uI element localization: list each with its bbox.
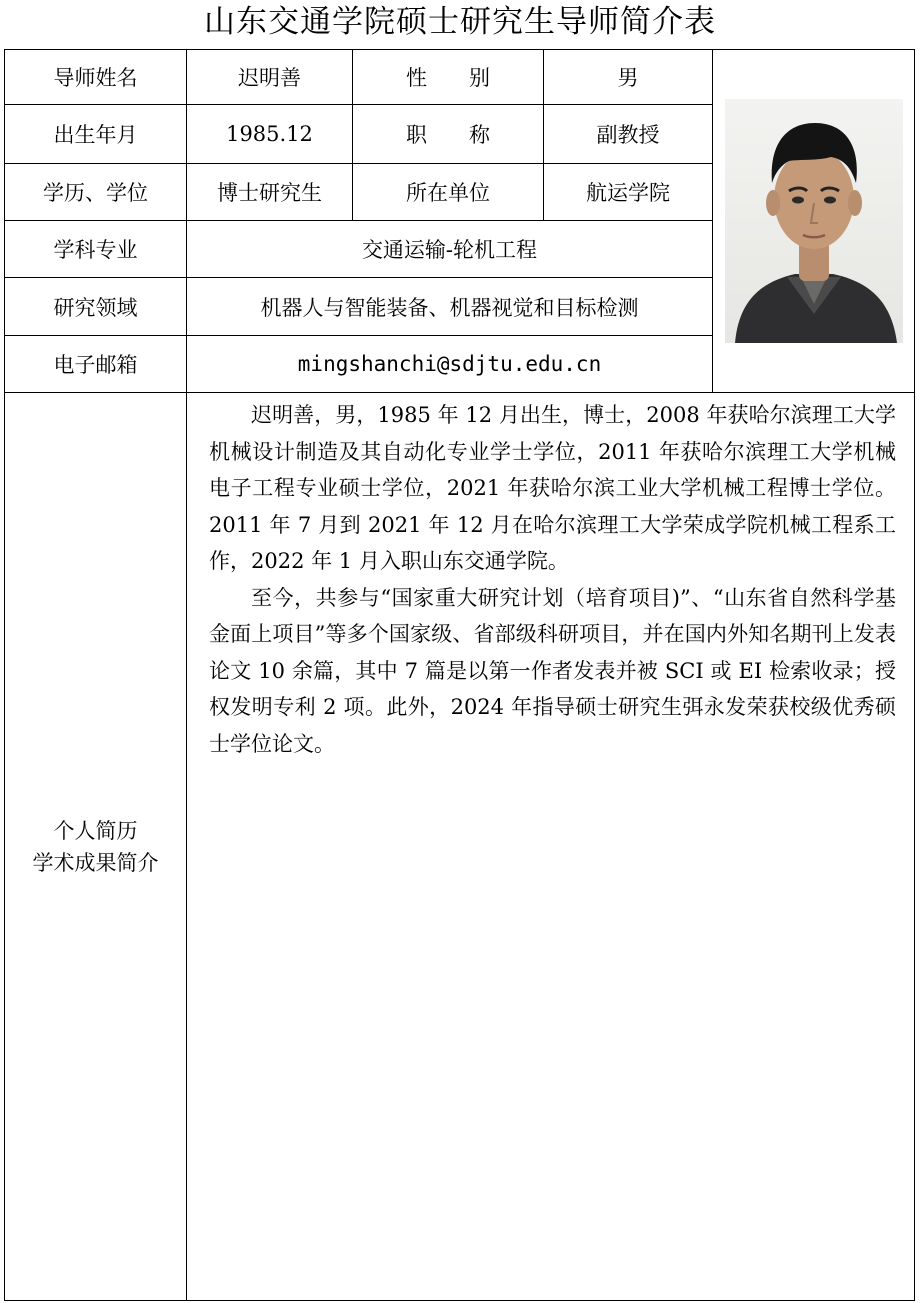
bio-text <box>209 397 896 762</box>
label-field: 研究领域 <box>5 278 187 336</box>
label-bio-line1: 个人简历 <box>53 818 138 843</box>
row-bio <box>5 393 915 1301</box>
bio-paragraph-2: 至今，共参与“国家重大研究计划（培育项目)”、“山东省自然科学基金面上项目”等多个国家级、省部级科研项目，并在国内外知名期刊上发表论文 10 余篇，其中 7 篇是以第一作者发表并被 SCI 或 EI 检索收录；授权发明专利 2 项。此外，2024 年指导硕士研究生弭永发荣获校级优秀硕士学位论文。 <box>209 585 896 756</box>
label-gender: 性别 <box>353 50 544 105</box>
portrait-icon <box>725 99 903 343</box>
bio-content <box>187 393 915 1301</box>
value-degree: 博士研究生 <box>187 164 353 221</box>
value-birth: 1985.12 <box>187 105 353 164</box>
label-email: 电子邮箱 <box>5 336 187 393</box>
label-birth: 出生年月 <box>5 105 187 164</box>
value-major: 交通运输-轮机工程 <box>187 221 713 278</box>
photo-cell <box>713 50 915 393</box>
label-rank: 职称 <box>353 105 544 164</box>
label-major: 学科专业 <box>5 221 187 278</box>
value-gender: 男 <box>544 50 713 105</box>
row-name-gender <box>5 50 915 105</box>
value-field: 机器人与智能装备、机器视觉和目标检测 <box>187 278 713 336</box>
bio-paragraph-1: 迟明善，男，1985 年 12 月出生，博士，2008 年获哈尔滨理工大学机械设计制造及其自动化专业学士学位，2011 年获哈尔滨理工大学机械电子工程专业硕士学位，2021 年获哈尔滨工业大学机械工程博士学位。2011 年 7 月到 2021 年 12 月在哈尔滨理工大学荣成学院机械工程系工作，2022 年 1 月入职山东交通学院。 <box>209 403 896 573</box>
label-unit: 所在单位 <box>353 164 544 221</box>
label-name: 导师姓名 <box>5 50 187 105</box>
value-name: 迟明善 <box>187 50 353 105</box>
value-email: mingshanchi@sdjtu.edu.cn <box>187 336 713 393</box>
value-rank: 副教授 <box>544 105 713 164</box>
page-title: 山东交通学院硕士研究生导师简介表 <box>204 4 716 40</box>
portrait-photo <box>725 99 903 343</box>
supervisor-info-table <box>4 49 915 1301</box>
label-bio <box>5 393 187 1301</box>
label-bio-line2: 学术成果简介 <box>32 850 159 875</box>
label-degree: 学历、学位 <box>5 164 187 221</box>
value-unit: 航运学院 <box>544 164 713 221</box>
